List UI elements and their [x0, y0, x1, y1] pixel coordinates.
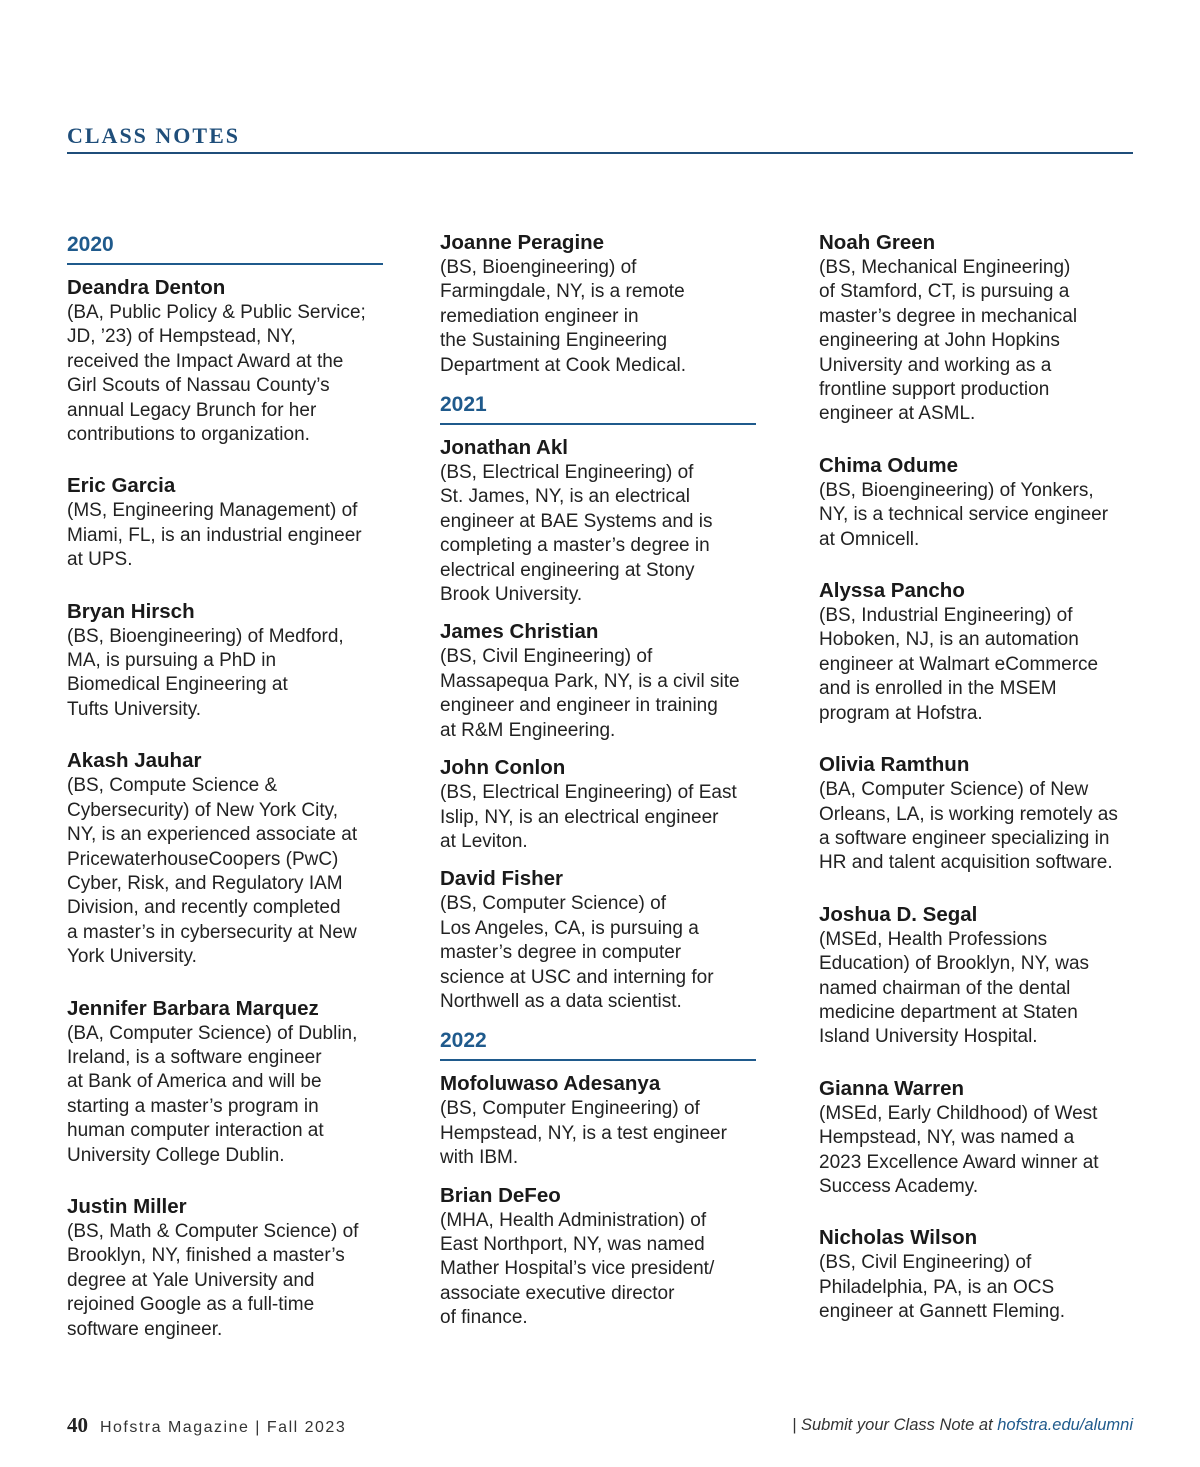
alumni-note: (BS, Electrical Engineering) of St. James, NY, is an electrical engineer at BAE Systems and is completing a master’s degree in electrical engineering at Stony Brook University.: [440, 462, 713, 606]
alumni-note: (BS, Compute Science & Cybersecurity) of New York City, NY, is an experienced associate at PricewaterhouseCoopers (PwC) Cyber, Risk, and Regulatory IAM Division, and recently completed a master’s in cybersecurity at New York University.: [67, 775, 358, 968]
alumni-name: Eric Garcia: [67, 474, 176, 498]
class-note-entry: [819, 578, 1139, 726]
page-footer-left: [67, 1413, 346, 1438]
alumni-note: (BS, Computer Engineering) of Hempstead, NY, is a test engineer with IBM.: [440, 1098, 727, 1169]
column-2: [440, 230, 756, 1343]
class-note-entry: [440, 755, 756, 854]
class-note-entry: [67, 996, 383, 1168]
class-note-entry: [440, 435, 756, 607]
submit-note-text: | Submit your Class Note at: [792, 1416, 998, 1434]
alumni-name: Jennifer Barbara Marquez: [67, 996, 319, 1020]
alumni-name: Joanne Peragine: [440, 231, 605, 254]
class-note-entry: [819, 1076, 1139, 1200]
alumni-name: Joshua D. Segal: [819, 902, 978, 926]
class-note-entry: [67, 748, 383, 969]
class-note-entry: [819, 752, 1139, 876]
alumni-name: Jonathan Akl: [440, 436, 568, 460]
alumni-note: (BS, Bioengineering) of Farmingdale, NY, is a remote remediation engineer in the Sustaining Engineering Department at Cook Medical.: [440, 257, 687, 376]
year-divider: [67, 263, 383, 265]
class-note-entry: [440, 1071, 756, 1170]
class-note-entry: [819, 453, 1139, 552]
year-divider: [440, 1059, 756, 1061]
alumni-name: Gianna Warren: [819, 1076, 965, 1100]
alumni-name: Mofoluwaso Adesanya: [440, 1072, 661, 1096]
alumni-name: Nicholas Wilson: [819, 1226, 978, 1250]
page-number: 40: [67, 1413, 88, 1437]
alumni-name: John Conlon: [440, 756, 566, 780]
year-heading-2020: 2020: [67, 233, 114, 256]
column-1: [67, 230, 383, 1368]
class-note-entry: [440, 866, 756, 1014]
class-note-entry: [819, 902, 1139, 1050]
page-footer-right: [792, 1416, 1133, 1435]
class-note-entry: [67, 473, 383, 572]
class-note-entry: [440, 1183, 756, 1331]
alumni-name: Justin Miller: [67, 1194, 187, 1218]
class-note-entry: [67, 1194, 383, 1342]
alumni-name: Deandra Denton: [67, 276, 226, 299]
year-heading-2021: 2021: [440, 393, 487, 417]
class-note-entry: [440, 230, 756, 378]
alumni-name: Olivia Ramthun: [819, 753, 970, 777]
class-note-entry: [819, 1225, 1139, 1324]
alumni-name: David Fisher: [440, 867, 564, 891]
page-header: [67, 122, 1133, 154]
alumni-note: (MSEd, Early Childhood) of West Hempstead, NY, was named a 2023 Excellence Award winner at Success Academy.: [819, 1102, 1099, 1197]
class-note-entry: [67, 599, 383, 723]
alumni-note: (BS, Math & Computer Science) of Brooklyn, NY, finished a master’s degree at Yale University and rejoined Google as a full-time software engineer.: [67, 1220, 359, 1340]
alumni-note: (BA, Computer Science) of New Orleans, LA, is working remotely as a software engineer specializing in HR and talent acquisition software.: [819, 779, 1118, 874]
alumni-note: (BS, Bioengineering) of Medford, MA, is pursuing a PhD in Biomedical Engineering at Tufts University.: [67, 625, 344, 720]
alumni-note: (BS, Industrial Engineering) of Hoboken, NJ, is an automation engineer at Walmart eCommerce and is enrolled in the MSEM program at Hofstra.: [819, 605, 1099, 724]
alumni-note: (BS, Civil Engineering) of Philadelphia, PA, is an OCS engineer at Gannett Fleming.: [819, 1252, 1066, 1323]
alumni-note: (BA, Public Policy & Public Service; JD, ’23) of Hempstead, NY, received the Impact Award at the Girl Scouts of Nassau County’s annual Legacy Brunch for her contributions to organization.: [67, 302, 366, 446]
alumni-link[interactable]: hofstra.edu/alumni: [997, 1416, 1133, 1434]
year-heading-2022: 2022: [440, 1029, 487, 1053]
alumni-name: Noah Green: [819, 231, 936, 254]
publication-name: Hofstra Magazine | Fall 2023: [99, 1419, 347, 1436]
alumni-name: Brian DeFeo: [440, 1183, 561, 1207]
class-note-entry: [440, 619, 756, 743]
alumni-note: (BA, Computer Science) of Dublin, Ireland, is a software engineer at Bank of America and will be starting a master’s program in human computer interaction at University College Dublin.: [67, 1022, 358, 1166]
alumni-note: (BS, Mechanical Engineering) of Stamford, CT, is pursuing a master’s degree in mechanical engineering at John Hopkins University and working as a frontline support production engineer at ASML.: [819, 257, 1078, 425]
alumni-name: Chima Odume: [819, 453, 958, 477]
alumni-note: (MHA, Health Administration) of East Northport, NY, was named Mather Hospital’s vice president/ associate executive director of finance.: [440, 1209, 715, 1329]
alumni-note: (BS, Computer Science) of Los Angeles, CA, is pursuing a master’s degree in computer science at USC and interning for Northwell as a data scientist.: [440, 893, 714, 1012]
alumni-name: Alyssa Pancho: [819, 579, 965, 603]
alumni-note: (BS, Civil Engineering) of Massapequa Park, NY, is a civil site engineer and engineer in training at R&M Engineering.: [440, 646, 740, 741]
alumni-note: (BS, Electrical Engineering) of East Islip, NY, is an electrical engineer at Leviton.: [440, 782, 737, 852]
alumni-note: (MS, Engineering Management) of Miami, FL, is an industrial engineer at UPS.: [67, 500, 362, 571]
section-title: CLASS NOTES: [67, 123, 241, 148]
alumni-name: James Christian: [440, 620, 599, 644]
alumni-name: Akash Jauhar: [67, 749, 202, 773]
alumni-note: (MSEd, Health Professions Education) of Brooklyn, NY, was named chairman of the dental medicine department at Staten Island University Hospital.: [819, 928, 1090, 1048]
column-3: [819, 230, 1139, 1351]
class-note-entry: [67, 275, 383, 447]
alumni-note: (BS, Bioengineering) of Yonkers, NY, is a technical service engineer at Omnicell.: [819, 479, 1109, 550]
class-note-entry: [819, 230, 1139, 427]
header-divider: [67, 152, 1133, 154]
alumni-name: Bryan Hirsch: [67, 599, 195, 623]
year-divider: [440, 423, 756, 425]
